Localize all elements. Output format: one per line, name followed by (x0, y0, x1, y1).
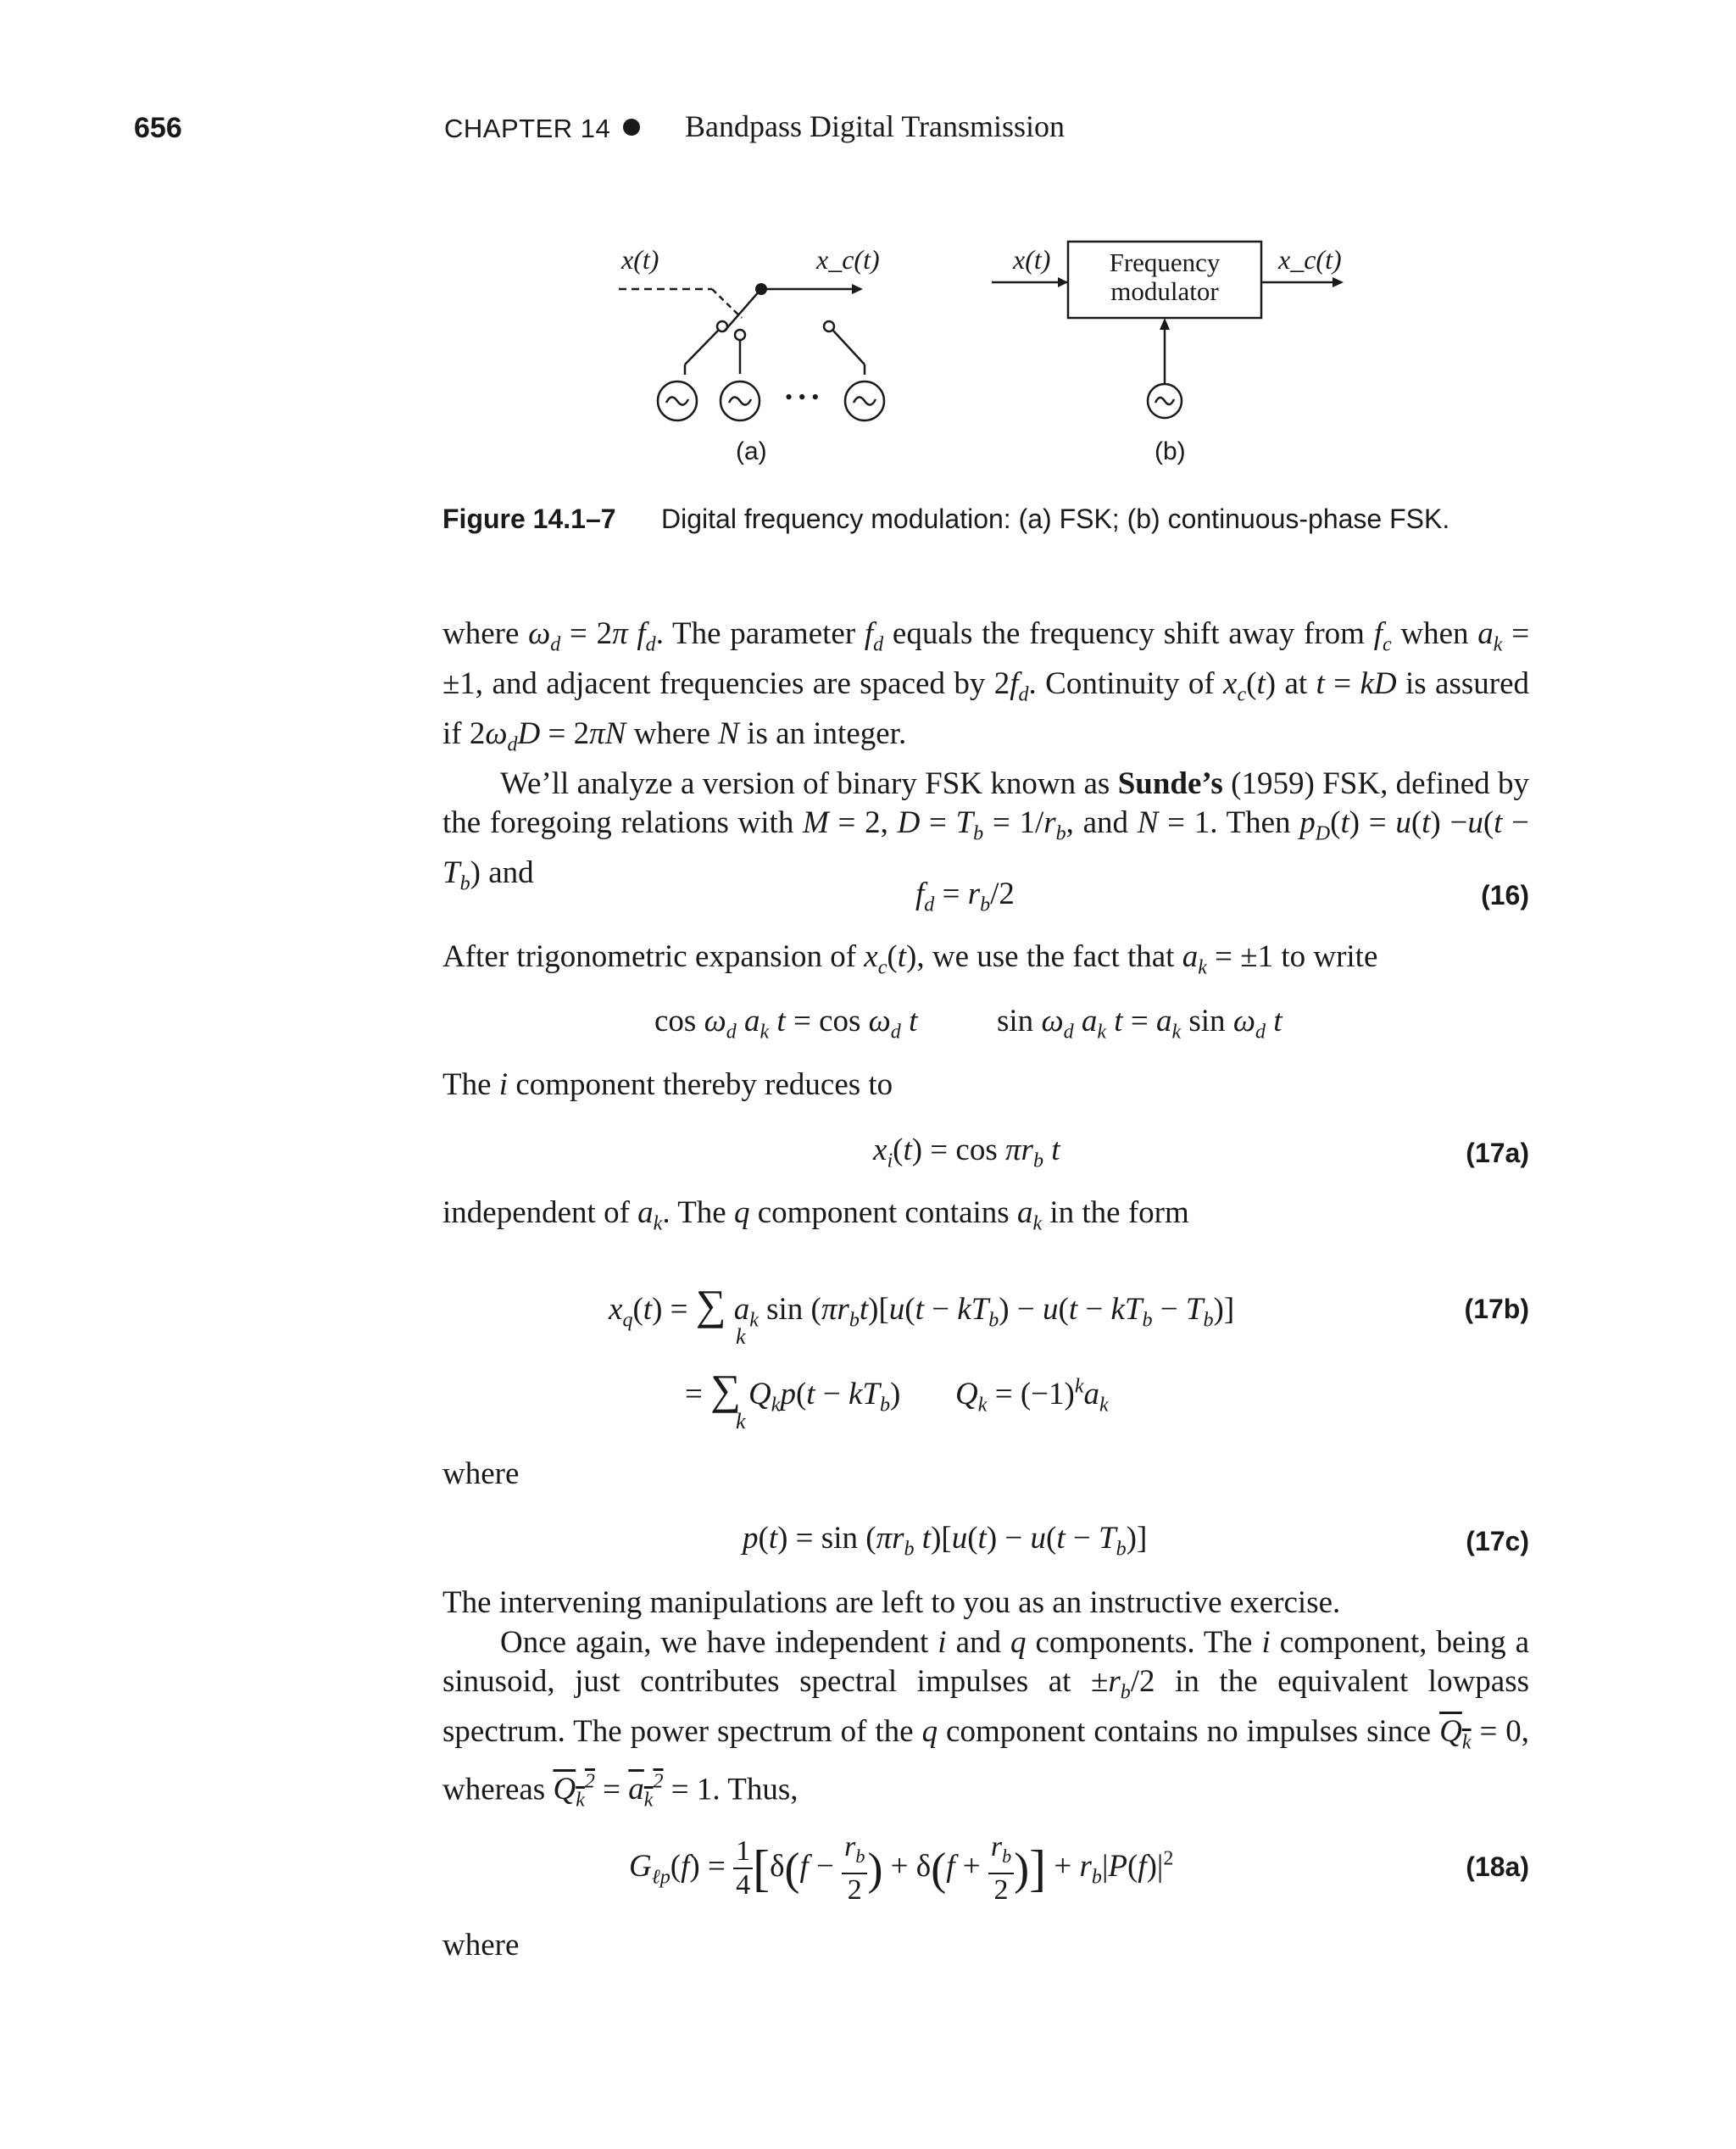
where-label-1: where (442, 1456, 520, 1491)
equation-number-17a: (17a) (1466, 1138, 1529, 1168)
page-number: 656 (134, 112, 182, 144)
fig-b-block-label-1: Frequency (1109, 248, 1221, 277)
equation-number-17c: (17c) (1466, 1526, 1529, 1556)
fig-b-output-label: x_c(t) (1278, 244, 1342, 275)
body-paragraph-6: The intervening manipulations are left to you as an instructive exercise. Once again, we have independent i and q components. The i component, being a sinusoid, just contributes spectral impulses at $\pm r_b/2$ in the equivalent lowpass spectrum. The power spectrum of the q component contains no impulses since $Q_k = 0$, whereas $Q_k^2 = a_k^2 = 1$. Thus, (442, 1585, 1530, 1812)
equation-number-16: (16) (1481, 880, 1529, 910)
equation-17b-line1: $x_q(t)$ = ∑ $a_k$ $\sin (\pi r_bt)[u(t - kT_b) - u(t - kT_b - T_b)]$ (609, 1281, 1235, 1332)
fig-a-panel-label: (a) (736, 437, 767, 465)
body-paragraph-5: independent of $a_k$. The q component contains $a_k$ in the form (442, 1195, 1189, 1235)
body-paragraph-3: After trigonometric expansion of $x_c(t)$, we use the fact that $a_k = \pm 1$ to write (442, 939, 1378, 979)
equation-trig-cos: $\cos \omega_d$ $a_k$ $t = \cos \omega_d$ t (654, 1004, 918, 1044)
equation-number-17b: (17b) (1464, 1294, 1529, 1324)
equation-16: $f_d = r_b/2$ (915, 877, 1015, 916)
equation-17b-line2: = ∑ $Q_kp(t - kT_b)$ $Q_k = (-1)^ka_k$ (685, 1366, 1109, 1417)
fig-a-output-label: x_c(t) (816, 244, 880, 275)
chapter-label: CHAPTER 14 (444, 114, 611, 143)
equation-17a: $x_i(t) = \cos \pi r_b$ t (873, 1133, 1060, 1172)
fig-a-input-label: x(t) (621, 244, 659, 275)
equation-trig-sin: $\sin \omega_d$ $a_k$ $t = a_k$ $\sin \omega_d$ t (997, 1004, 1283, 1044)
fig-b-input-label: x(t) (1013, 244, 1051, 275)
chapter-title: Bandpass Digital Transmission (685, 109, 1066, 143)
fig-a-dots: • • • (785, 385, 820, 409)
fig-b-block-label-2: modulator (1110, 276, 1219, 306)
equation-17c: $p(t) = \sin (\pi r_b$ $t)[u(t) - u(t - T_b)]$ (743, 1521, 1148, 1561)
equation-number-18a: (18a) (1466, 1851, 1529, 1882)
header-bullet (623, 119, 640, 136)
equation-17b-index1: k (736, 1324, 746, 1349)
figure-caption-text: Digital frequency modulation: (a) FSK; (b) continuous-phase FSK. (661, 504, 1450, 534)
equation-18a: $G_{\ell p}(f)$ = $\frac{1}{4}$ [δ(f − $\frac{r_b}{2}$ ) + δ(f + $\frac{r_b}{2}$ )] + $r_b|P(f)|^2$ (629, 1831, 1174, 1906)
fig-b-panel-label: (b) (1155, 437, 1186, 465)
body-paragraph-4: The i component thereby reduces to (442, 1067, 893, 1102)
body-paragraph-1: where $\omega_d = 2\pi$ $f_d$. The parameter $f_d$ equals the frequency shift away from $f_c$ when $a_k = \pm 1$, and adjacent frequencies are spaced by $2f_d$. Continuity of $x_c(t)$ at t = kD is assured if $2\omega_dD = 2\pi N$ where N is an integer. We’ll analyze a version of binary FSK known as Sunde’s (1959) FSK, defined by the foregoing relations with M = 2, $D = T_b = 1/r_b$, and N = 1. Then $p_D(t) = u(t) -u(t - T_b)$ and (442, 616, 1530, 895)
figure-caption-label: Figure 14.1–7 (442, 504, 616, 534)
where-label-2: where (442, 1928, 520, 1962)
equation-17b-index2: k (736, 1409, 746, 1434)
